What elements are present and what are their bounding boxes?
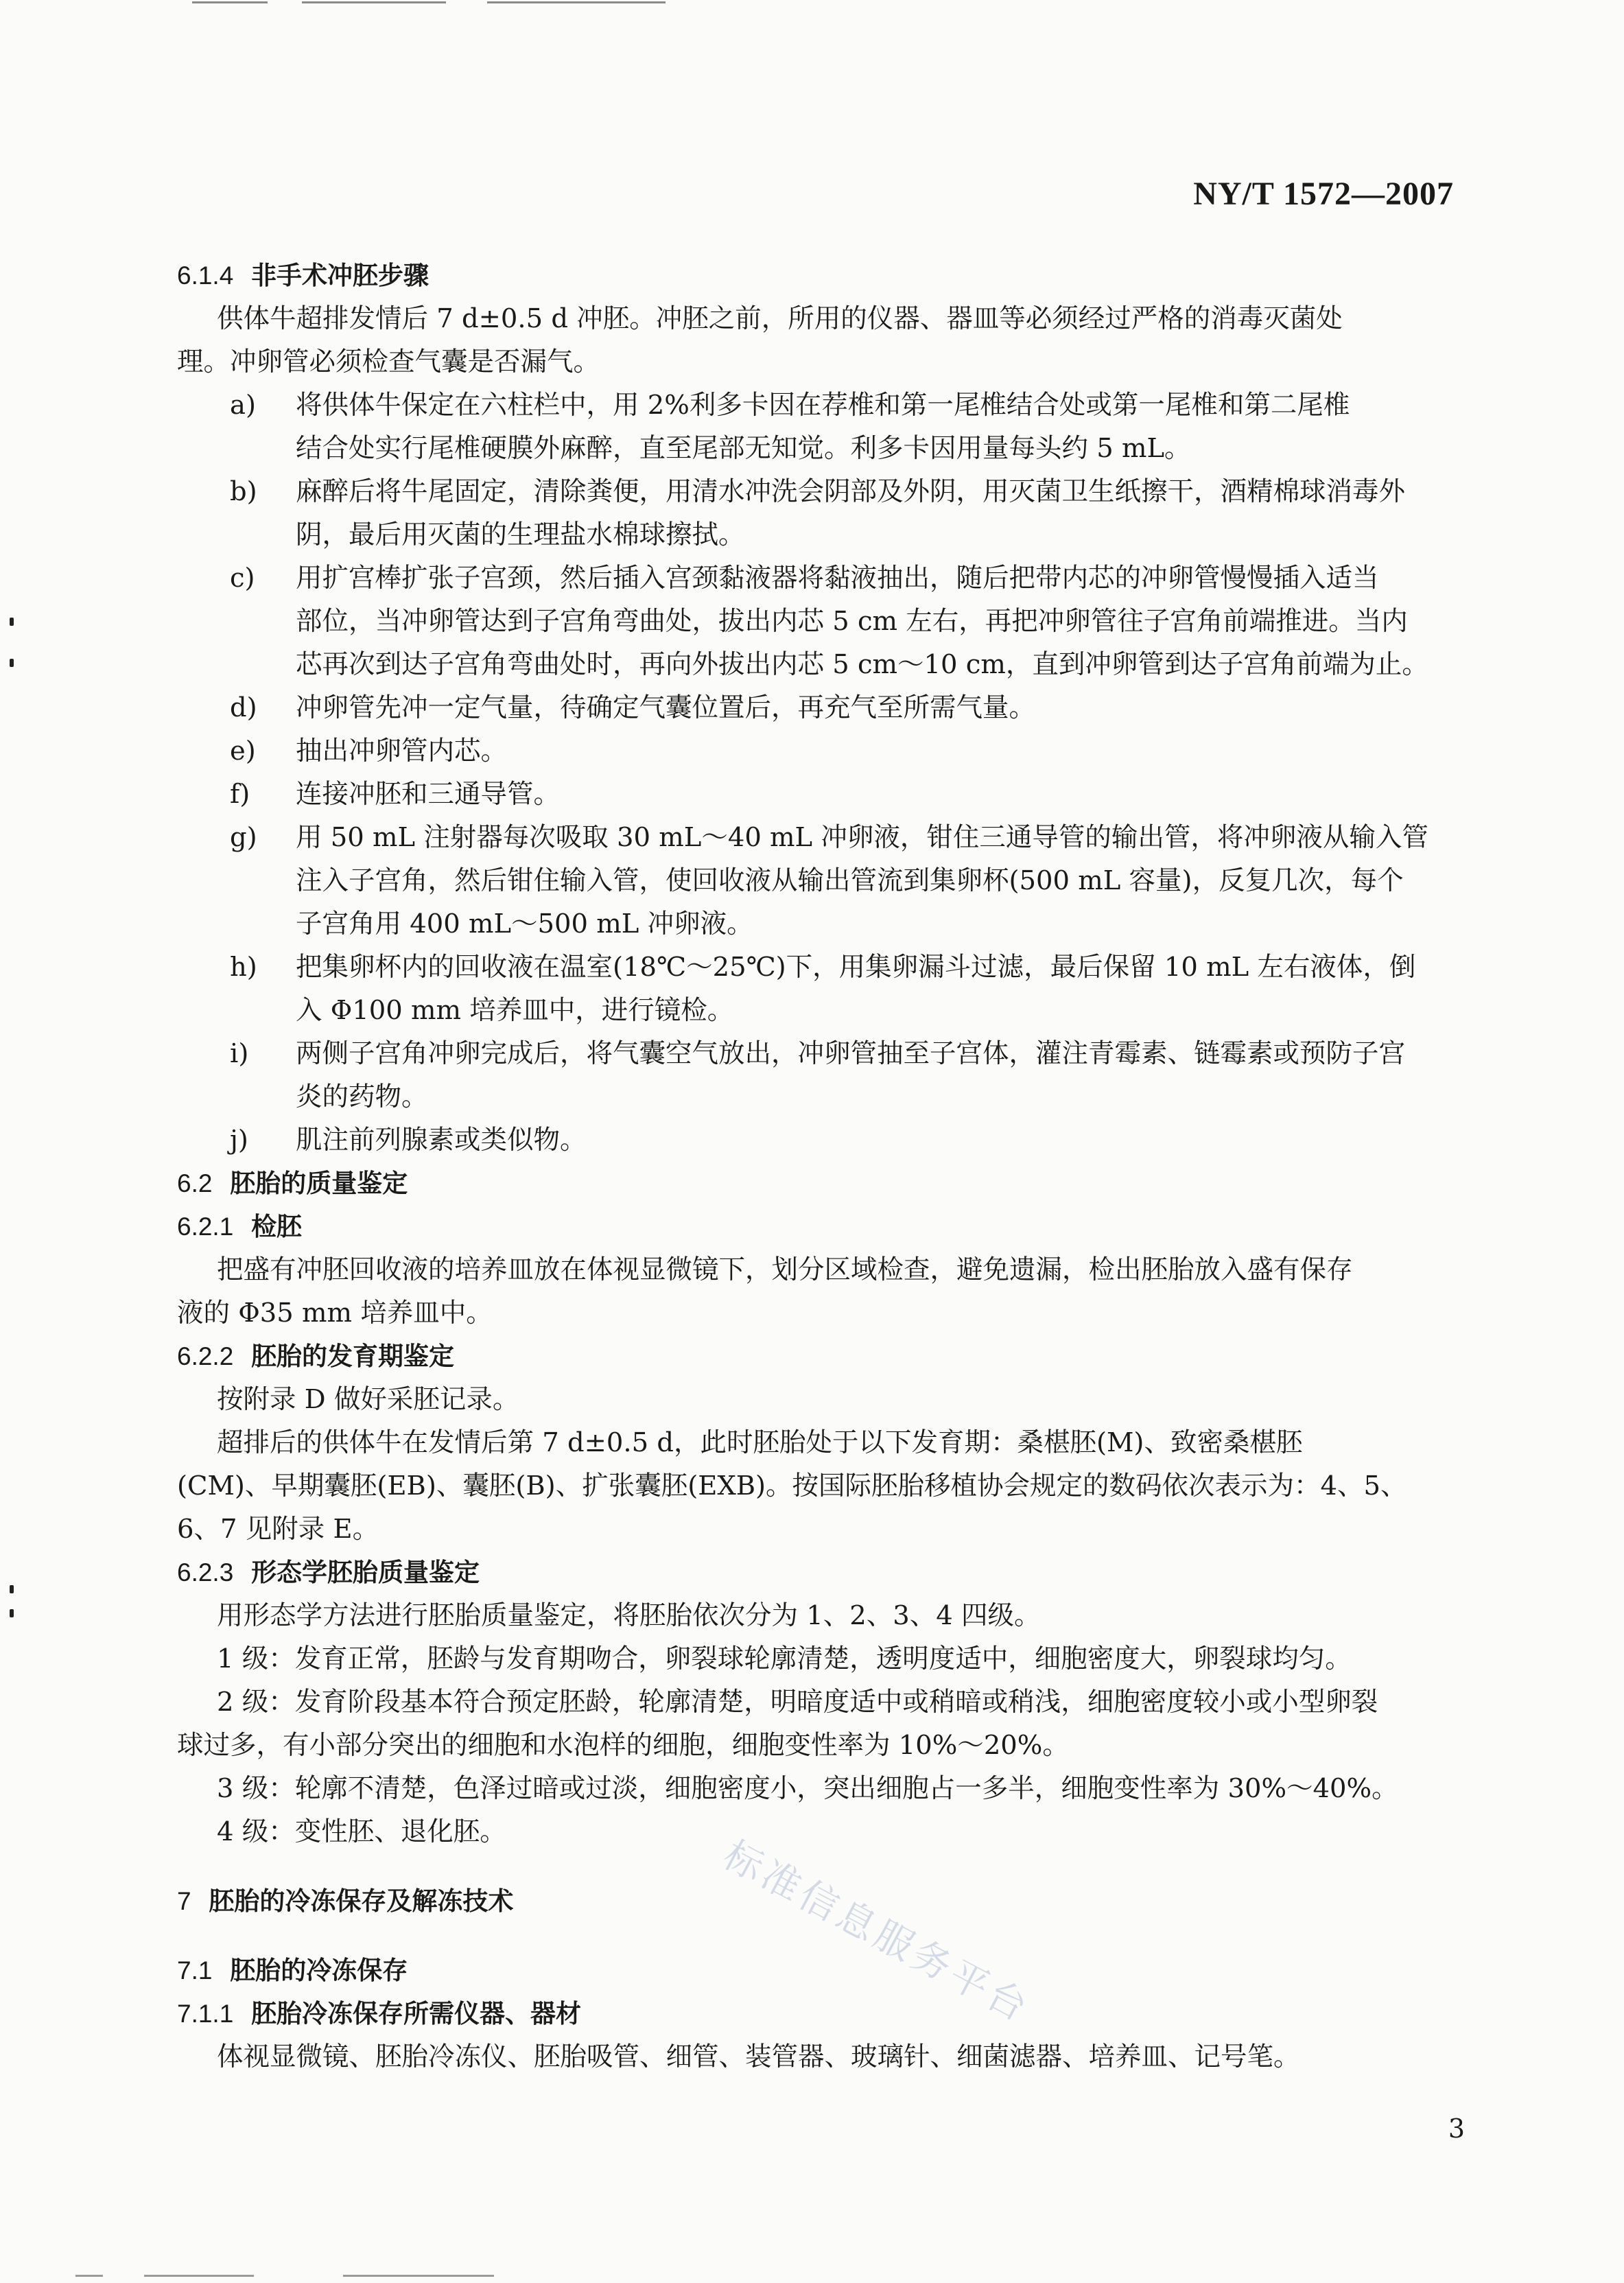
list-item-line: 部位，当冲卵管达到子宫角弯曲处，拔出内芯 5 cm 左右，再把冲卵管往子宫角前端推进。当内: [296, 606, 1408, 637]
section-title: 胚胎的冷冻保存: [230, 1956, 408, 1985]
document-body: [177, 254, 1453, 2079]
section-title: 检胚: [251, 1212, 303, 1241]
list-marker: i): [230, 1038, 249, 1069]
section-heading-6-1-4: [177, 254, 1453, 297]
paragraph-line: 供体牛超排发情后 7 d±0.5 d 冲胚。冲胚之前，所用的仪器、器皿等必须经过严格的消毒灭菌处: [217, 303, 1343, 334]
list-marker: h): [230, 952, 257, 983]
scan-artifact-dot: [10, 659, 14, 667]
list-item-b: [177, 470, 1453, 557]
standard-number: NY/T 1572—2007: [1193, 176, 1454, 212]
list-item-line: 阴，最后用灭菌的生理盐水棉球擦拭。: [296, 519, 745, 550]
list-item-e: [177, 729, 1453, 773]
list-marker: g): [230, 822, 257, 853]
paragraph-line: (CM)、早期囊胚(EB)、囊胚(B)、扩张囊胚(EXB)。按国际胚胎移植协会规定的数码依次表示为：4、5、: [177, 1471, 1407, 1501]
scan-bottom-edge-marks: [21, 2273, 542, 2279]
paragraph-line: 体视显微镜、胚胎冷冻仪、胚胎吸管、细管、装管器、玻璃针、细菌滤器、培养皿、记号笔。: [217, 2041, 1300, 2072]
section-number: 7: [177, 1887, 191, 1915]
section-heading-6-2-1: [177, 1205, 1453, 1248]
list-marker: e): [230, 736, 256, 766]
list-item-line: 子宫角用 400 mL～500 mL 冲卵液。: [296, 909, 753, 939]
list-item-f: [177, 773, 1453, 816]
list-item-line: 芯再次到达子宫角弯曲处时，再向外拔出内芯 5 cm～10 cm，直到冲卵管到达子宫角前端为止。: [296, 649, 1428, 680]
section-title: 胚胎的质量鉴定: [230, 1169, 408, 1198]
section-title: 非手术冲胚步骤: [251, 261, 429, 290]
section-number: 6.2.1: [177, 1213, 234, 1241]
section-title: 胚胎冷冻保存所需仪器、器材: [251, 1999, 582, 2028]
list-marker: a): [230, 390, 256, 421]
list-item-line: 炎的药物。: [296, 1081, 428, 1112]
list-item-h: [177, 946, 1453, 1032]
list-item-i: [177, 1032, 1453, 1119]
scan-artifact-dot: [10, 618, 14, 626]
section-number: 6.1.4: [177, 261, 234, 290]
paragraph-line: 把盛有冲胚回收液的培养皿放在体视显微镜下，划分区域检查，避免遗漏，检出胚胎放入盛有保存: [217, 1254, 1353, 1285]
section-number: 6.2: [177, 1169, 213, 1197]
list-item-line: 两侧子宫角冲卵完成后，将气囊空气放出，冲卵管抽至子宫体，灌注青霉素、链霉素或预防子宫: [296, 1038, 1406, 1069]
section-number: 7.1: [177, 1956, 213, 1985]
list-item-c: [177, 557, 1453, 686]
grade-2-line: 球过多，有小部分突出的细胞和水泡样的细胞，细胞变性率为 10%～20%。: [177, 1730, 1069, 1761]
list-item-g: [177, 816, 1453, 946]
section-heading-6-2-3: [177, 1551, 1453, 1594]
page-number: 3: [1448, 2114, 1465, 2144]
section-number: 6.2.3: [177, 1558, 234, 1587]
section-title: 形态学胚胎质量鉴定: [251, 1558, 480, 1587]
list-item-line: 入 Φ100 mm 培养皿中，进行镜检。: [296, 995, 734, 1026]
list-item-line: 麻醉后将牛尾固定，清除粪便，用清水冲洗会阴部及外阴，用灭菌卫生纸擦干，酒精棉球消毒外: [296, 476, 1406, 507]
list-item-line: 结合处实行尾椎硬膜外麻醉，直至尾部无知觉。利多卡因用量每头约 5 mL。: [296, 433, 1191, 464]
scan-artifact-dot: [10, 1585, 14, 1593]
grade-2-line: 2 级：发育阶段基本符合预定胚龄，轮廓清楚，明暗度适中或稍暗或稍浅，细胞密度较小或小型卵裂: [217, 1687, 1378, 1718]
scan-artifact-dot: [10, 1609, 14, 1617]
paragraph-line: 超排后的供体牛在发情后第 7 d±0.5 d，此时胚胎处于以下发育期：桑椹胚(M)、致密桑椹胚: [217, 1427, 1303, 1458]
section-gap: [177, 1923, 1453, 1949]
list-item-line: 抽出冲卵管内芯。: [296, 736, 508, 766]
grade-4-line: 4 级：变性胚、退化胚。: [217, 1816, 506, 1847]
grade-3-line: 3 级：轮廓不清楚，色泽过暗或过淡，细胞密度小，突出细胞占一多半，细胞变性率为 30%～40%。: [217, 1773, 1398, 1804]
list-item-j: [177, 1119, 1453, 1162]
section-heading-6-2: [177, 1162, 1453, 1205]
list-marker: f): [230, 779, 250, 810]
list-item-line: 注入子宫角，然后钳住输入管，使回收液从输出管流到集卵杯(500 mL 容量)，反复几次，每个: [296, 865, 1404, 896]
grade-1-line: 1 级：发育正常，胚龄与发育期吻合，卵裂球轮廓清楚，透明度适中，细胞密度大，卵裂球均匀。: [217, 1643, 1352, 1674]
section-heading-7-1: [177, 1949, 1453, 1992]
section-gap: [177, 1853, 1453, 1880]
chapter-heading-7: [177, 1880, 1453, 1923]
list-marker: j): [230, 1125, 248, 1156]
paragraph-line: 6、7 见附录 E。: [177, 1514, 379, 1545]
paragraph-line: 用形态学方法进行胚胎质量鉴定，将胚胎依次分为 1、2、3、4 四级。: [217, 1600, 1041, 1631]
list-marker: d): [230, 692, 257, 723]
list-item-line: 将供体牛保定在六柱栏中，用 2%利多卡因在荐椎和第一尾椎结合处或第一尾椎和第二尾椎: [296, 390, 1350, 421]
list-item-line: 用 50 mL 注射器每次吸取 30 mL～40 mL 冲卵液，钳住三通导管的输出管，将冲卵液从输入管: [296, 822, 1428, 853]
paragraph-line: 按附录 D 做好采胚记录。: [217, 1384, 519, 1415]
list-item-line: 肌注前列腺素或类似物。: [296, 1125, 587, 1156]
section-heading-7-1-1: [177, 1992, 1453, 2035]
list-item-line: 连接冲胚和三通导管。: [296, 779, 561, 810]
list-item-line: 把集卵杯内的回收液在温室(18℃～25℃)下，用集卵漏斗过滤，最后保留 10 mL 左右液体，倒: [296, 952, 1416, 983]
paragraph-line: 理。冲卵管必须检查气囊是否漏气。: [177, 347, 600, 377]
list-item-a: [177, 384, 1453, 470]
list-item-line: 用扩宫棒扩张子宫颈，然后插入宫颈黏液器将黏液抽出，随后把带内芯的冲卵管慢慢插入适当: [296, 563, 1379, 594]
scan-top-edge-marks: [192, 0, 686, 7]
list-marker: b): [230, 476, 257, 507]
paragraph-line: 液的 Φ35 mm 培养皿中。: [177, 1298, 493, 1328]
list-marker: c): [230, 563, 255, 594]
section-heading-6-2-2: [177, 1335, 1453, 1378]
list-item-line: 冲卵管先冲一定气量，待确定气囊位置后，再充气至所需气量。: [296, 692, 1036, 723]
section-title: 胚胎的发育期鉴定: [251, 1342, 455, 1371]
section-number: 6.2.2: [177, 1342, 234, 1370]
watermark: 标准信息服务平台: [716, 1832, 1038, 2032]
section-number: 7.1.1: [177, 2000, 234, 2028]
list-item-d: [177, 686, 1453, 729]
section-title: 胚胎的冷冻保存及解冻技术: [209, 1886, 514, 1916]
